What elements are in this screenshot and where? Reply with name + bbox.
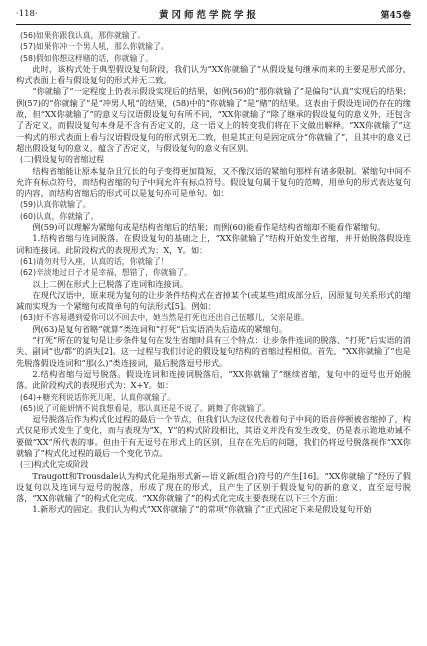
example-sentence: (57)如果你冲一个男人吼，那么你就输了。 [20,42,169,52]
paragraph: 1.结构省缩与连词脱落。在假设复句的基础之上，“XX你就输了”结构开始发生省缩，并开始脱落假设连词和连接词。此阶段构式的表现形式为：X，Y。如： [16,233,411,255]
example-sentence: (62)辛淡地过日子才是幸福，想错了，你就输了。 [20,268,192,278]
paragraph: “你就输了”一定程度上仍表示假设实现后的结果，如例(56)的“那你就输了”是偏句“认真”实现后的结果；例(57)的“你就输了”是“冲男人吼”的结果，(58)中的“你就输了”是“赌”的结果。这表由于假设连词仍存在的缘故，但“XX你就输了”的意义与汉语假设复句有所不同，“XX你就输了”除了继承的假设复句的意义外，还包含了否定义，而假设复句本身是不含有否定义的，这一语义上的转变我们将在下文做出解释。“XX你就输了”这一构式的形式表面上看与汉语假设复句的形式别无二致，但是其正句是固定成分“你就输了”，且其中的意义已超出假设复句的意义，蕴含了否定义，与假设复句的意义有区别。 [16,86,411,153]
page-number: ·118· [16,9,38,19]
volume-label: 第45卷 [380,10,411,21]
paragraph: 在现代汉语中，原来现为复句的让步条件结构式在省掉某个(或某些)组成部分后，因原复句关系形式的缩减而实现为一个紧缩句或简单句的句法形式[5]。例如： [16,289,411,312]
paragraph: 1.新形式的固定。我们认为构式“XX你就输了”的常项“你就输了”正式固定下来是假设复句开始 [32,504,372,515]
article-body [16,30,411,516]
paragraph: 逗号脱落后作为构式化过程的最后一个节点，但我们认为这仅代表着句子中间的语音停顿被省缩掉了，构式仅是形式发生了变化，而与表现为“X，Y”的构式阶段相比，其语义并没有发生改变，仍是表示诡地劝诫不要做“XX”所代表的事。但由于有无逗号在形式上的区别，且存在先后的问题，我们仍将逗号脱落视作“XX你就输了”构式化过程的最后一个变化节点。 [16,414,411,458]
journal-title: 黄冈师范学院学报 [159,10,260,21]
example-sentence: (63)好不容易遇到爱你可以不回去中，她当然是打死也还出自己伍哪儿，父亲是谁。 [20,313,309,323]
example-sentence: (61)请勿对号入座，认真的话，你就输了！ [20,256,169,266]
paragraph: 结构省缩能让原本复杂且冗长的句子变得更加简短，又不像汉语的紧缩句那样有诸多限制。紧缩句中间不允许有标点符号，而结构省缩的句子中间允许有标点符号。假设复句属于复句的范畴，用单句的形式表达复句的内容，而结构省缩后的形式可以是复句亦可是单句。如： [16,165,411,199]
section-heading: (三)构式化完成阶段 [20,460,89,470]
example-sentence: (65)说了可能妍情不说我想看是，那认真还是不说了。跳舞了你就输了。 [20,403,270,413]
paragraph: 2.结构省缩与逗号脱落。假设连词和连接词脱落后，“XX你就输了”继续省缩，复句中的逗号也开始脱落。此阶段构式的表现形式为：X+Y。如： [16,368,411,391]
paragraph: 例(63)是复句省略“就算”类连词和“打死”后实语消失后造成的紧缩句。 [32,323,288,334]
section-heading: (二)假设复句的省缩过程 [20,155,105,165]
paragraph: 此时，该构式处于典型假设复句阶段，我们认为“XX你就输了”从假设复句继承而来的主要是形式部分，构式表面上看与假设复句的形式并无二致。 [16,63,411,86]
example-sentence: (58)假如你想这样赌的话，你就输了。 [20,53,153,63]
paragraph: Traugott和Trousdale认为构式化是指形式新—语义新(组合)符号的产生[16]。“XX你就输了”经历了假设复句以及连词与逗号的脱落，形成了现在的形式，且产生了区别于假设复句的新的意义，直至逗号脱落，“XX你就输了”的构式化完成。“XX你就输了”的构式化完成主要表现在以下三个方面： [16,470,411,504]
example-sentence: (56)如果你跟我认真，那你就输了。 [20,31,146,40]
paragraph: 例(59)可以理解为紧缩句或是结构省缩后的结果；而例(60)能看作是结构省缩却不能看作紧缩句。 [32,222,386,233]
paragraph: 以上二例在形式上已脱落了连词和连接词。 [32,278,188,289]
example-sentence: (60)认真，你就输了。 [20,211,99,221]
paragraph: “打死”所在的复句是让步条件复句在发生省缩时具有三个特点：让步条件连词的脱落、“打死”后实语的消失、副词“也/都”的消失[2]。这一过程与我们讨论的假设复句结构的省缩过程相似。首先，“XX你就输了”也是先脱落假设连词和“那(么)”类连接词，最后脱落逗号形式。 [16,335,411,368]
example-sentence: (59)认真你就输了。 [20,200,91,210]
running-header [16,6,411,25]
example-sentence: (64)+糖充利说话你死儿呢，认真你就输了。 [20,392,176,402]
